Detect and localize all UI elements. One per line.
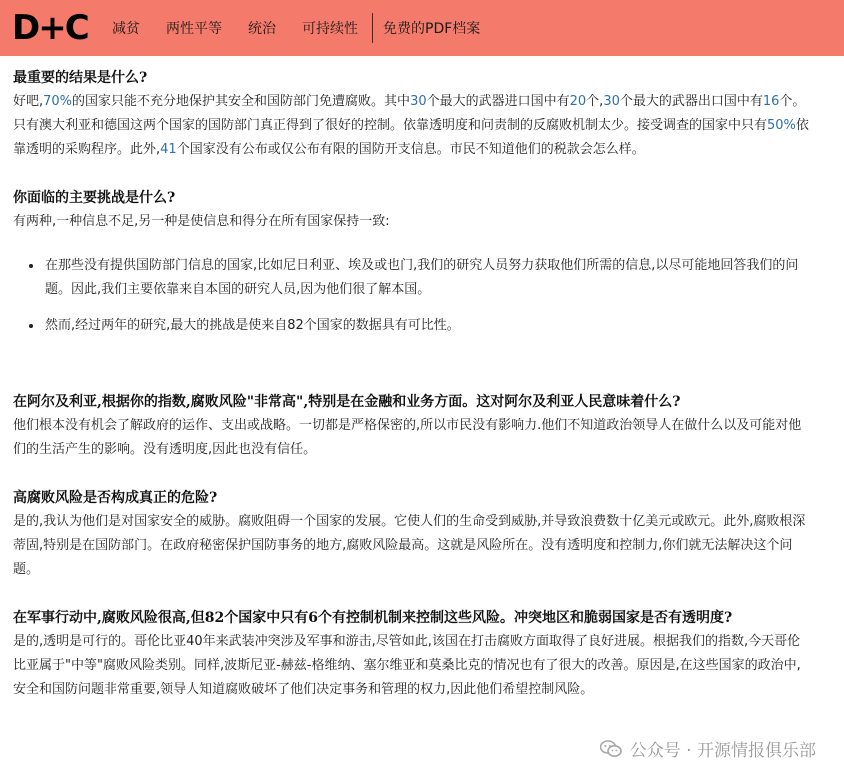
paragraph-text: 的国家只能不充分地保护其安全和国防部门免遭腐败。其中	[72, 94, 411, 109]
paragraph-text: 个。只有澳大利亚和德国这两个国家的国防部门真正得到了很好的控制。依靠透明度和问责制的反腐败机制太少。接受调查的国家中只有	[13, 94, 806, 133]
section-paragraph: 是的,我认为他们是对国家安全的威胁。腐败阻碍一个国家的发展。它使人们的生命受到威胁,并导致浪费数十亿美元或欧元。此外,腐败根深蒂固,特别是在国防部门。在政府秘密保护国防事务的地方,腐败风险最高。这就是风险所在。没有透明度和控制力,你们就无法解决这个问题。	[13, 514, 806, 577]
nav-item-governance[interactable]: 统治	[248, 21, 276, 37]
wechat-watermark	[600, 736, 816, 761]
highlighted-number: 70%	[43, 94, 73, 109]
highlighted-number: 30	[410, 94, 427, 109]
section-military	[13, 606, 813, 702]
section-heading: 在军事行动中,腐败风险很高,但82个国家中只有6个有控制机制来控制这些风险。冲突地区和脆弱国家是否有透明度?	[13, 610, 733, 626]
section-heading: 最重要的结果是什么?	[13, 70, 148, 86]
main-nav	[112, 0, 506, 56]
highlighted-number: 41	[160, 142, 177, 157]
list-item: • 然而,经过两年的研究,最大的挑战是使来自82个国家的数据具有可比性。	[43, 314, 813, 338]
section-danger	[13, 486, 813, 582]
paragraph-text: 个最大的武器出口国中有	[619, 94, 763, 109]
paragraph-text: 个最大的武器进口国中有	[426, 94, 570, 109]
nav-item-sustainability[interactable]: 可持续性	[302, 21, 358, 37]
highlighted-number: 16	[762, 94, 780, 109]
highlighted-number: 50%	[767, 118, 796, 133]
section-heading: 高腐败风险是否构成真正的危险?	[13, 490, 218, 506]
highlighted-number: 30	[603, 94, 620, 109]
paragraph-text: 个国家没有公布或仅公布有限的国防开支信息。市民不知道他们的税款会怎么样。	[176, 142, 645, 157]
nav-divider	[372, 13, 373, 43]
article-body	[13, 66, 813, 726]
section-paragraph: 是的,透明是可行的。哥伦比亚40年来武装冲突涉及军事和游击,尽管如此,该国在打击腐败方面取得了良好进展。根据我们的指数,今天哥伦比亚属于"中等"腐败风险类别。同样,波斯尼亚-赫兹-格维纳、塞尔维亚和莫桑比克的情况也有了很大的改善。原因是,在这些国家的政治中,安全和国防问题非常重要,领导人知道腐败破坏了他们决定事务和管理的权力,因此他们希望控制风险。	[13, 634, 801, 697]
section-algeria	[13, 390, 813, 462]
top-navigation-bar	[0, 0, 844, 56]
nav-item-poverty[interactable]: 减贫	[112, 21, 140, 37]
nav-item-pdf-archive[interactable]: 免费的PDF档案	[383, 21, 481, 37]
section-challenges	[13, 186, 813, 338]
section-heading: 你面临的主要挑战是什么?	[13, 190, 176, 206]
site-logo[interactable]: D+C	[12, 8, 88, 48]
section-paragraph	[13, 90, 813, 162]
watermark-text: 公众号 · 开源情报俱乐部	[629, 741, 816, 761]
paragraph-text: 好吧,	[13, 94, 44, 109]
paragraph-text: 个,	[586, 94, 604, 109]
highlighted-number: 20	[569, 94, 587, 109]
section-results	[13, 66, 813, 162]
paragraph-text: 依靠透明的采购程序。此外,	[13, 118, 809, 157]
nav-item-gender-equality[interactable]: 两性平等	[166, 21, 222, 37]
challenge-list	[43, 254, 813, 338]
wechat-icon	[600, 740, 622, 758]
section-paragraph: 有两种,一种信息不足,另一种是使信息和得分在所有国家保持一致:	[13, 214, 390, 229]
section-paragraph: 他们根本没有机会了解政府的运作、支出或战略。一切都是严格保密的,所以市民没有影响力.他们不知道政治领导人在做什么以及可能对他们的生活产生的影响。没有透明度,因此也没有信任。	[13, 418, 802, 457]
section-heading: 在阿尔及利亚,根据你的指数,腐败风险"非常高",特别是在金融和业务方面。这对阿尔及利亚人民意味着什么?	[13, 394, 681, 410]
list-item: • 在那些没有提供国防部门信息的国家,比如尼日利亚、埃及或也门,我们的研究人员努力获取他们所需的信息,以尽可能地回答我们的问题。因此,我们主要依靠来自本国的研究人员,因为他们很了解本国。	[43, 254, 813, 302]
